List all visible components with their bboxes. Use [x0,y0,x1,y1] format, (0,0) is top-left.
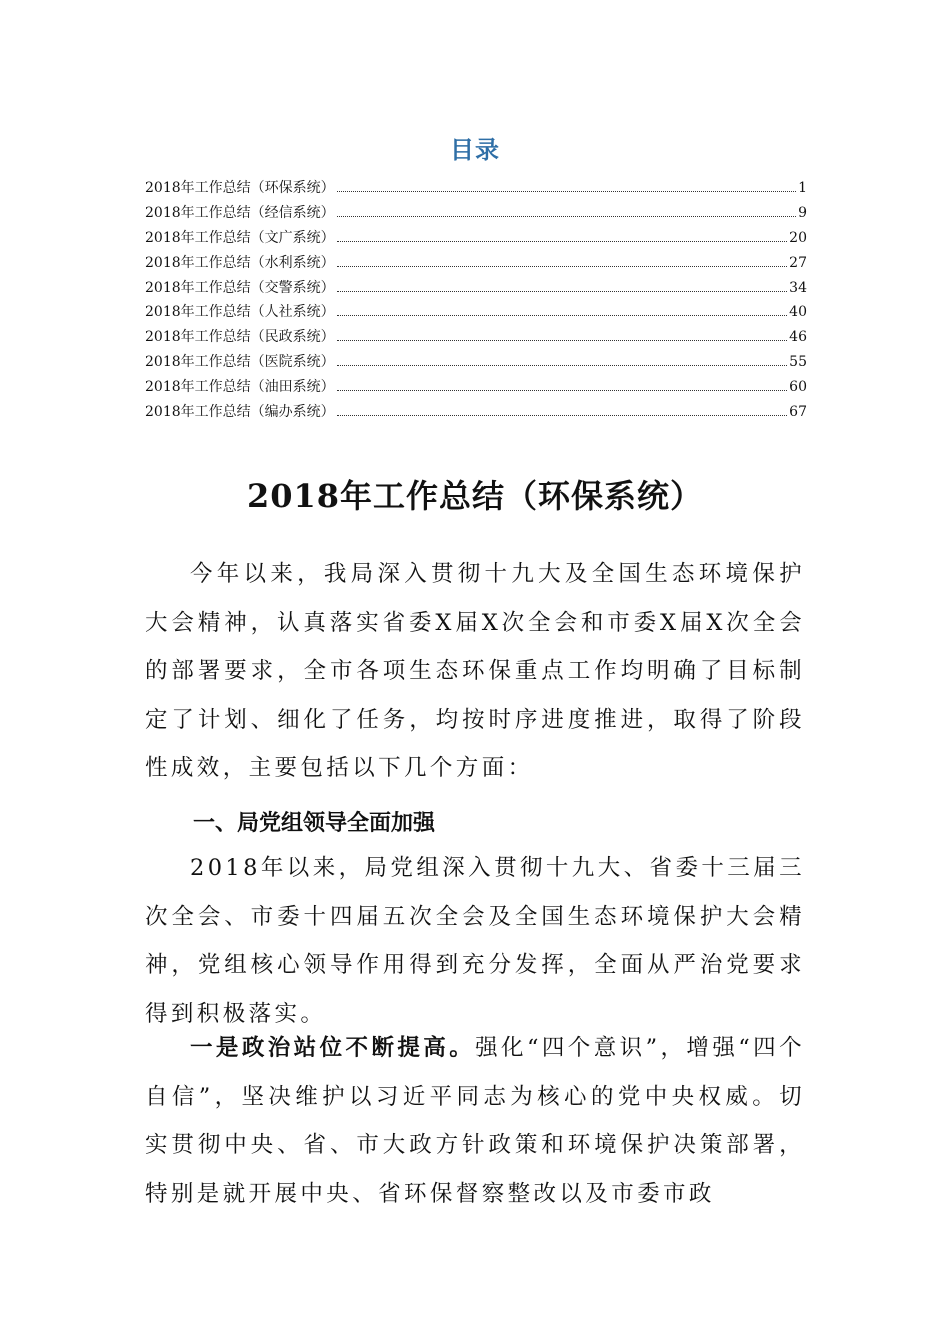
toc-leader-dots [337,340,788,341]
toc-entry-label: 2018年工作总结（油田系统） [145,379,335,396]
toc-entry-page: 27 [789,254,807,271]
document-title: 2018年工作总结（环保系统） [246,477,704,516]
toc-entry-label: 2018年工作总结（编办系统） [145,404,335,421]
toc-entry-page: 55 [789,354,807,371]
toc-entry-label: 2018年工作总结（经信系统） [145,204,335,221]
toc-entry[interactable] [145,276,807,301]
toc-entry-label: 2018年工作总结（医院系统） [145,354,335,371]
toc-entry[interactable] [145,176,807,201]
toc-entry-label: 2018年工作总结（环保系统） [145,180,335,196]
toc-leader-dots [337,315,788,316]
toc-title: 目录 [450,135,500,164]
intro-paragraph: 今年以来，我局深入贯彻十九大及全国生态环境保护大会精神，认真落实省委X届X次全会和市委X届X次全会的部署要求，全市各项生态环保重点工作均明确了目标制定了计划、细化了任务，均按时序进度推进，取得了阶段性成效，主要包括以下几个方面： [145,561,805,781]
toc-leader-dots [337,216,796,217]
toc-leader-dots [337,241,788,242]
toc-entry[interactable] [145,251,807,276]
paragraph-text: 强化“四个意识”，增强“四个自信”，坚决维护以习近平同志为核心的党中央权威。切实贯彻中央、省、市大政方针政策和环境保护决策部署，特别是就开展中央、省环保督察整改以及市委市政 [145,1035,805,1207]
toc-entry-page: 1 [798,180,807,196]
toc-entry-page: 46 [789,329,807,346]
toc-leader-dots [337,365,788,366]
toc-leader-dots [337,266,788,267]
toc-entry[interactable] [145,201,807,226]
body-paragraph [145,1024,805,1218]
toc-entry-label: 2018年工作总结（水利系统） [145,254,335,271]
toc-entry-page: 60 [789,379,807,396]
toc-entry-page: 34 [789,279,807,296]
toc-entry-label: 2018年工作总结（交警系统） [145,279,335,296]
toc-entry-page: 67 [789,404,807,421]
toc-entry-label: 2018年工作总结（人社系统） [145,304,335,321]
toc-entry-label: 2018年工作总结（民政系统） [145,329,335,346]
toc-entry[interactable] [145,375,807,400]
toc-leader-dots [337,415,788,416]
toc-entry[interactable] [145,300,807,325]
table-of-contents [145,176,807,425]
toc-entry[interactable] [145,325,807,350]
toc-entry-page: 20 [789,229,807,246]
toc-entry-page: 40 [789,304,807,321]
toc-leader-dots [337,390,788,391]
toc-leader-dots [337,291,788,292]
toc-entry[interactable] [145,226,807,251]
paragraph-lead: 一是政治站位不断提高。 [190,1035,476,1061]
toc-entry-page: 9 [798,204,807,221]
toc-leader-dots [337,191,796,192]
toc-entry[interactable] [145,350,807,375]
body-paragraph: 2018年以来，局党组深入贯彻十九大、省委十三届三次全会、市委十四届五次全会及全国生态环境保护大会精神，党组核心领导作用得到充分发挥，全面从严治党要求得到积极落实。 [145,855,805,1027]
toc-entry[interactable] [145,400,807,425]
section-heading: 一、局党组领导全面加强 [193,811,436,836]
toc-entry-label: 2018年工作总结（文广系统） [145,229,335,246]
